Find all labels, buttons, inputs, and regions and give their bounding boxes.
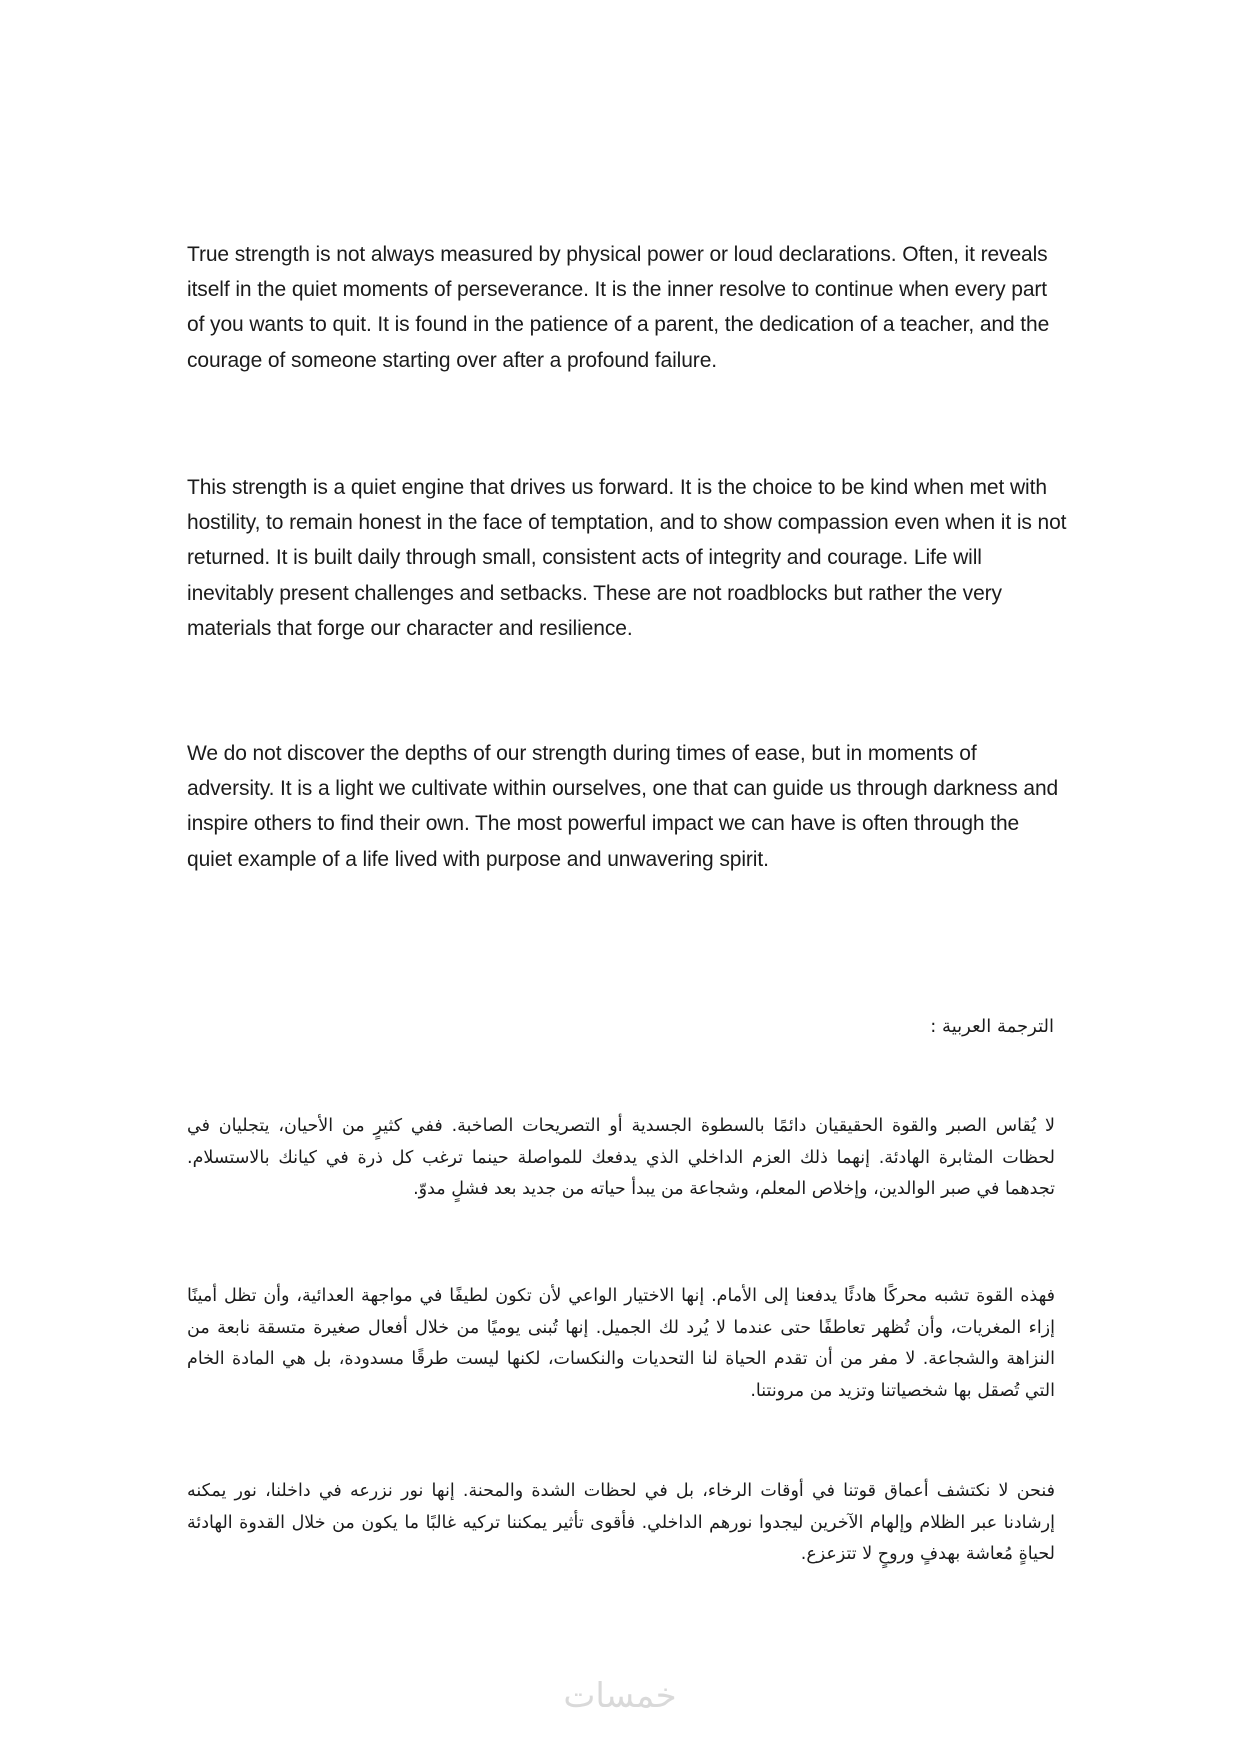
arabic-paragraph-3: فنحن لا نكتشف أعماق قوتنا في أوقات الرخاء، بل في لحظات الشدة والمحنة. إنها نور نزرعه في داخلنا، نور يمكنه إرشادنا عبر الظلام وإلهام الآخرين ليجدوا نورهم الداخلي. فأقوى تأثير يمكننا تركيه غالبًا ما يكون من خلال القدوة الهادئة لحياةٍ مُعاشة بهدفٍ وروحٍ لا تتزعزع. [187,1481,1055,1564]
english-paragraph-2: This strength is a quiet engine that drives us forward. It is the choice to be kind when met with hostility, to remain honest in the face of temptation, and to show compassion even when it is not returned. It is built daily through small, consistent acts of integrity and courage. Life will inevitably present challenges and setbacks. These are not roadblocks but rather the very materials that forge our character and resilience. [187,476,1067,640]
arabic-paragraph-1: لا يُقاس الصبر والقوة الحقيقيان دائمًا بالسطوة الجسدية أو التصريحات الصاخبة. ففي كثيرٍ من الأحيان، يتجليان في لحظات المثابرة الهادئة. إنهما ذلك العزم الداخلي الذي يدفعك للمواصلة حينما ترغب كل ذرة في كيانك بالاستسلام. تجدهما في صبر الوالدين، وإخلاص المعلم، وشجاعة من يبدأ حياته من جديد بعد فشلٍ مدوّ. [187,1116,1055,1199]
arabic-paragraph-2: فهذه القوة تشبه محركًا هادئًا يدفعنا إلى الأمام. إنها الاختيار الواعي لأن تكون لطيفًا في مواجهة العدائية، وأن تظل أمينًا إزاء المغريات، وأن تُظهر تعاطفًا حتى عندما لا يُرد لك الجميل. إنها تُبنى يوميًا من خلال أفعال صغيرة متسقة نابعة من النزاهة والشجاعة. لا مفر من أن تقدم الحياة لنا التحديات والنكسات، لكنها ليست طرقًا مسدودة، بل هي المادة الخام التي تُصقل بها شخصياتنا وتزيد من مرونتنا. [187,1286,1055,1401]
english-paragraph-3: We do not discover the depths of our strength during times of ease, but in moments of adversity. It is a light we cultivate within ourselves, one that can guide us through darkness and inspire others to find their own. The most powerful impact we can have is often through the quiet example of a life lived with purpose and unwavering spirit. [187,742,1059,871]
english-paragraph-1: True strength is not always measured by physical power or loud declarations. Often, it reveals itself in the quiet moments of perseverance. It is the inner resolve to continue when every part of you wants to quit. It is found in the patience of a parent, the dedication of a teacher, and the courage of someone starting over after a profound failure. [187,243,1050,372]
khamsat-watermark-logo: خمسات [563,1676,677,1716]
arabic-translation-heading: الترجمة العربية : [930,1016,1054,1037]
